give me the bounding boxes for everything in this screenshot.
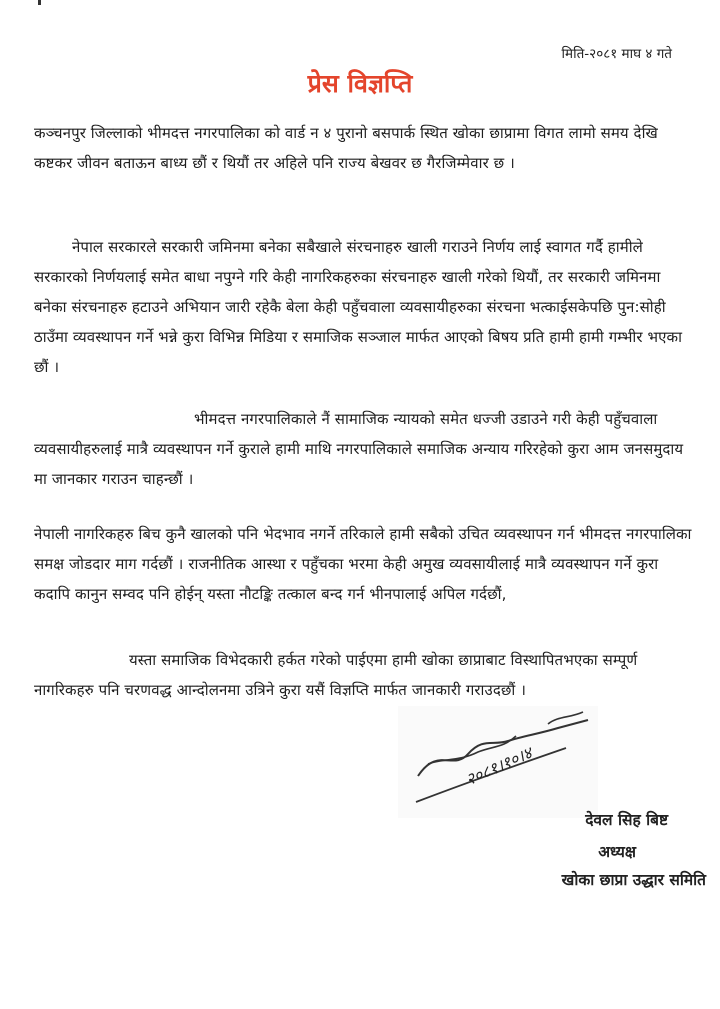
signatory-organization: खोका छाप्रा उद्धार समिति [561, 871, 706, 889]
paragraph-5: यस्ता समाजिक विभेदकारी हर्कत गरेको पाईएमा हामी खोका छाप्राबाट विस्थापितभएका सम्पूर्ण नागरिकहरु पनि चरणवद्ध आन्दोलनमा उत्रिने कुरा यसैं विज्ञप्ति मार्फत जानकारी गराउदछौं । [34, 651, 638, 699]
paragraph-3: भीमदत्त नगरपालिकाले नैं सामाजिक न्यायको समेत धज्जी उडाउने गरी केही पहुँचवाला व्यवसायीहरुलाई मात्रै व्यवस्थापन गर्ने कुराले हामी माथि नगरपालिकाले समाजिक अन्याय गरिरहेको कुरा आम जनसमुदाय मा जानकार गराउन चाहन्छौं । [34, 410, 684, 488]
signatory-role: अध्यक्ष [598, 843, 636, 861]
paragraph-4: नेपाली नागरिकहरु बिच कुनै खालको पनि भेदभाव नगर्ने तरिकाले हामी सबैको उचित व्यवस्थापन गर्न भीमदत्त नगरपालिका समक्ष जोडदार माग गर्दछौं । राजनीतिक आस्था र पहुँचका भरमा केही अमुख व्यवसायीलाई मात्रै व्यवस्थापन गर्ने कुरा कदापि कानुन सम्वद पनि होईन् यस्ता नौटङ्कि तत्काल बन्द गर्न भीनपालाई अपिल गर्दछौं, [34, 525, 692, 603]
paragraph-1: कञ्चनपुर जिल्लाको भीमदत्त नगरपालिका को वार्ड न ४ पुरानो बसपार्क स्थित खोका छाप्रामा विगत लामो समय देखि कष्टकर जीवन बताऊन बाध्य छौं र थियौं तर अहिले पनि राज्य बेखवर छ गैरजिम्मेवार छ । [34, 124, 658, 172]
signatory-name: देवल सिह बिष्ट [585, 811, 668, 829]
release-date: मिति-२०८१ माघ ४ गते [561, 46, 672, 62]
document-title: प्रेस विज्ञप्ति [307, 69, 413, 98]
paragraph-2: नेपाल सरकारले सरकारी जमिनमा बनेका सबैखाले संरचनाहरु खाली गराउने निर्णय लाई स्वागत गर्दै हामीले सरकारको निर्णयलाई समेत बाधा नपुग्ने गरि केही नागरिकहरुका संरचनाहरु खाली गरेको थियौं, तर सरकारी जमिनमा बनेका संरचनाहरु हटाउने अभियान जारी रहेकै बेला केही पहुँचवाला व्यवसायीहरुका संरचना भत्काईसकेपछि पुन:सोही ठाउँमा व्यवस्थापन गर्ने भन्ने कुरा विभिन्न मिडिया र समाजिक सञ्जाल मार्फत आएको बिषय प्रति हामी हामी गम्भीर भएका छौं । [34, 238, 683, 376]
signature-date: २०८१।१०।४ [462, 743, 535, 790]
scan-mark [38, 0, 41, 5]
